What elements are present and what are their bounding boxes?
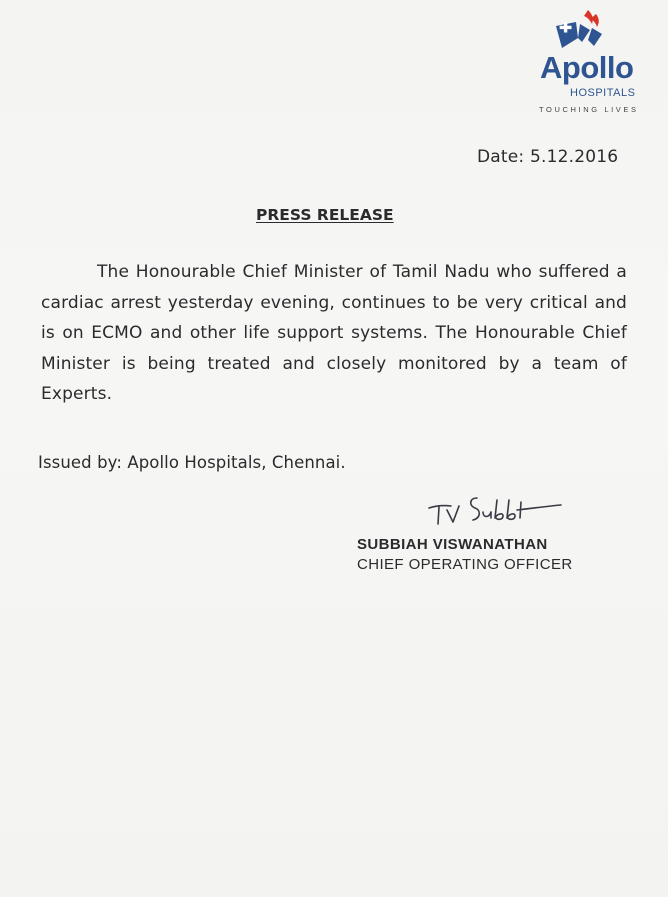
logo-wordmark: Apollo bbox=[540, 50, 634, 85]
release-date: Date: 5.12.2016 bbox=[477, 147, 619, 167]
logo-tagline: TOUCHING LIVES bbox=[539, 105, 639, 114]
apollo-logo-icon bbox=[554, 8, 610, 56]
release-body: The Honourable Chief Minister of Tamil Nadu who suffered a cardiac arrest yesterday evening, continues to be very critical and is on ECMO and other life support systems. The Honourable Chief Minister is being treated and closely monitored by a team of Experts. bbox=[41, 262, 627, 404]
logo-subtitle: HOSPITALS bbox=[570, 87, 636, 99]
apollo-logo bbox=[530, 8, 660, 120]
handwritten-signature bbox=[425, 488, 565, 536]
issued-by: Issued by: Apollo Hospitals, Chennai. bbox=[38, 453, 346, 472]
page-title: PRESS RELEASE bbox=[256, 206, 394, 224]
signatory-role: CHIEF OPERATING OFFICER bbox=[357, 556, 573, 573]
signatory-name: SUBBIAH VISWANATHAN bbox=[357, 536, 548, 553]
